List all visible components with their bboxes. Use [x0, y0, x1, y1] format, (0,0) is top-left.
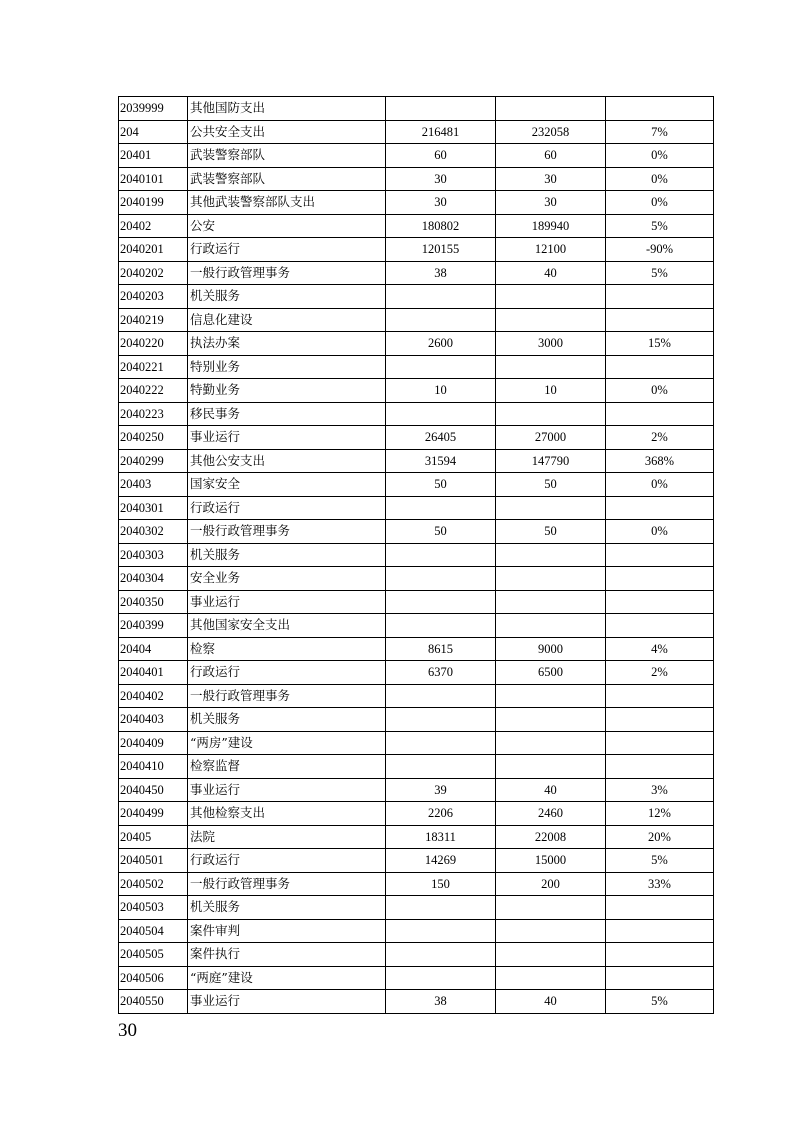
subject-code-cell: 2040505 [119, 943, 188, 967]
table-row [119, 849, 714, 873]
subject-name-cell: 机关服务 [188, 543, 386, 567]
subject-code-cell: 2040504 [119, 919, 188, 943]
table-row [119, 191, 714, 215]
value-cell-2: 200 [496, 872, 606, 896]
subject-code-cell: 2040402 [119, 684, 188, 708]
change-rate-cell: 2% [606, 661, 714, 685]
table-row [119, 896, 714, 920]
value-cell-1: 180802 [386, 214, 496, 238]
table-row [119, 167, 714, 191]
table-row [119, 684, 714, 708]
table-row [119, 120, 714, 144]
value-cell-2 [496, 919, 606, 943]
subject-code-cell: 2040203 [119, 285, 188, 309]
subject-code-cell: 2040303 [119, 543, 188, 567]
value-cell-1: 26405 [386, 426, 496, 450]
table-row [119, 919, 714, 943]
subject-name-cell: “两庭”建设 [188, 966, 386, 990]
value-cell-1 [386, 355, 496, 379]
value-cell-2: 50 [496, 520, 606, 544]
change-rate-cell [606, 684, 714, 708]
table-row [119, 825, 714, 849]
subject-code-cell: 2040350 [119, 590, 188, 614]
change-rate-cell: 12% [606, 802, 714, 826]
change-rate-cell [606, 966, 714, 990]
value-cell-1 [386, 684, 496, 708]
change-rate-cell [606, 708, 714, 732]
value-cell-1: 60 [386, 144, 496, 168]
table-row [119, 285, 714, 309]
subject-code-cell: 204 [119, 120, 188, 144]
table-row [119, 449, 714, 473]
table-row [119, 590, 714, 614]
value-cell-2: 12100 [496, 238, 606, 262]
table-row [119, 872, 714, 896]
table-row [119, 755, 714, 779]
subject-name-cell: 执法办案 [188, 332, 386, 356]
value-cell-2: 40 [496, 261, 606, 285]
value-cell-1 [386, 919, 496, 943]
subject-code-cell: 20405 [119, 825, 188, 849]
subject-name-cell: 机关服务 [188, 896, 386, 920]
change-rate-cell: 0% [606, 144, 714, 168]
budget-table-body [119, 97, 714, 1014]
change-rate-cell: 0% [606, 473, 714, 497]
value-cell-2 [496, 614, 606, 638]
subject-code-cell: 2040409 [119, 731, 188, 755]
table-row [119, 261, 714, 285]
value-cell-2 [496, 496, 606, 520]
subject-code-cell: 2040199 [119, 191, 188, 215]
change-rate-cell [606, 567, 714, 591]
subject-name-cell: 检察 [188, 637, 386, 661]
value-cell-2 [496, 543, 606, 567]
subject-code-cell: 2040302 [119, 520, 188, 544]
value-cell-1 [386, 543, 496, 567]
value-cell-1: 30 [386, 167, 496, 191]
value-cell-1 [386, 708, 496, 732]
subject-name-cell: 行政运行 [188, 238, 386, 262]
subject-code-cell: 2040219 [119, 308, 188, 332]
subject-name-cell: 事业运行 [188, 590, 386, 614]
value-cell-1: 50 [386, 473, 496, 497]
subject-code-cell: 2040201 [119, 238, 188, 262]
table-row [119, 708, 714, 732]
change-rate-cell [606, 919, 714, 943]
subject-name-cell: 武装警察部队 [188, 144, 386, 168]
subject-name-cell: 法院 [188, 825, 386, 849]
value-cell-1: 216481 [386, 120, 496, 144]
value-cell-1: 31594 [386, 449, 496, 473]
table-row [119, 731, 714, 755]
subject-name-cell: 检察监督 [188, 755, 386, 779]
value-cell-2: 30 [496, 167, 606, 191]
change-rate-cell: 4% [606, 637, 714, 661]
change-rate-cell: 33% [606, 872, 714, 896]
subject-code-cell: 2040220 [119, 332, 188, 356]
table-row [119, 144, 714, 168]
subject-code-cell: 2040250 [119, 426, 188, 450]
value-cell-1 [386, 943, 496, 967]
value-cell-2: 40 [496, 990, 606, 1014]
table-row [119, 778, 714, 802]
subject-code-cell: 2040401 [119, 661, 188, 685]
subject-name-cell: 事业运行 [188, 990, 386, 1014]
value-cell-2 [496, 684, 606, 708]
subject-name-cell: 一般行政管理事务 [188, 684, 386, 708]
change-rate-cell: 7% [606, 120, 714, 144]
value-cell-2: 147790 [496, 449, 606, 473]
change-rate-cell: 5% [606, 990, 714, 1014]
value-cell-2: 3000 [496, 332, 606, 356]
change-rate-cell: 0% [606, 191, 714, 215]
table-row [119, 543, 714, 567]
table-row [119, 355, 714, 379]
subject-code-cell: 2040202 [119, 261, 188, 285]
subject-name-cell: 公安 [188, 214, 386, 238]
value-cell-2: 40 [496, 778, 606, 802]
subject-code-cell: 20403 [119, 473, 188, 497]
subject-code-cell: 2040410 [119, 755, 188, 779]
subject-name-cell: 一般行政管理事务 [188, 520, 386, 544]
change-rate-cell [606, 896, 714, 920]
subject-name-cell: 一般行政管理事务 [188, 261, 386, 285]
subject-code-cell: 2040399 [119, 614, 188, 638]
change-rate-cell [606, 402, 714, 426]
value-cell-1: 6370 [386, 661, 496, 685]
value-cell-1 [386, 896, 496, 920]
value-cell-2 [496, 731, 606, 755]
value-cell-1 [386, 590, 496, 614]
value-cell-2: 22008 [496, 825, 606, 849]
subject-name-cell: 特勤业务 [188, 379, 386, 403]
subject-code-cell: 2040403 [119, 708, 188, 732]
table-row [119, 332, 714, 356]
change-rate-cell: 5% [606, 849, 714, 873]
value-cell-1 [386, 308, 496, 332]
subject-code-cell: 2040506 [119, 966, 188, 990]
value-cell-2 [496, 97, 606, 121]
value-cell-2 [496, 567, 606, 591]
value-cell-1 [386, 285, 496, 309]
table-row [119, 802, 714, 826]
table-row [119, 496, 714, 520]
value-cell-2: 9000 [496, 637, 606, 661]
value-cell-2 [496, 590, 606, 614]
change-rate-cell [606, 97, 714, 121]
value-cell-1 [386, 97, 496, 121]
value-cell-1 [386, 496, 496, 520]
table-row [119, 97, 714, 121]
value-cell-2: 10 [496, 379, 606, 403]
change-rate-cell: 15% [606, 332, 714, 356]
value-cell-1: 2206 [386, 802, 496, 826]
subject-name-cell: 其他武装警察部队支出 [188, 191, 386, 215]
table-row [119, 402, 714, 426]
subject-code-cell: 2040502 [119, 872, 188, 896]
table-row [119, 637, 714, 661]
change-rate-cell: 5% [606, 214, 714, 238]
budget-table [118, 96, 714, 1014]
change-rate-cell [606, 496, 714, 520]
subject-name-cell: 国家安全 [188, 473, 386, 497]
subject-name-cell: 特别业务 [188, 355, 386, 379]
value-cell-2: 232058 [496, 120, 606, 144]
value-cell-1 [386, 567, 496, 591]
table-row [119, 661, 714, 685]
value-cell-1 [386, 402, 496, 426]
table-row [119, 567, 714, 591]
change-rate-cell [606, 943, 714, 967]
subject-name-cell: 其他公安支出 [188, 449, 386, 473]
change-rate-cell: 0% [606, 167, 714, 191]
table-row [119, 426, 714, 450]
subject-name-cell: 其他国防支出 [188, 97, 386, 121]
subject-name-cell: 武装警察部队 [188, 167, 386, 191]
change-rate-cell [606, 614, 714, 638]
change-rate-cell [606, 755, 714, 779]
value-cell-2 [496, 708, 606, 732]
subject-code-cell: 2040221 [119, 355, 188, 379]
value-cell-2: 30 [496, 191, 606, 215]
change-rate-cell [606, 543, 714, 567]
value-cell-2: 15000 [496, 849, 606, 873]
subject-name-cell: 案件审判 [188, 919, 386, 943]
subject-name-cell: 行政运行 [188, 496, 386, 520]
value-cell-2 [496, 943, 606, 967]
value-cell-2 [496, 896, 606, 920]
subject-name-cell: 公共安全支出 [188, 120, 386, 144]
value-cell-2 [496, 402, 606, 426]
subject-name-cell: 其他国家安全支出 [188, 614, 386, 638]
change-rate-cell: 20% [606, 825, 714, 849]
subject-code-cell: 2040501 [119, 849, 188, 873]
subject-name-cell: 事业运行 [188, 778, 386, 802]
value-cell-1 [386, 614, 496, 638]
subject-name-cell: 事业运行 [188, 426, 386, 450]
subject-name-cell: 安全业务 [188, 567, 386, 591]
change-rate-cell: 368% [606, 449, 714, 473]
table-row [119, 520, 714, 544]
subject-name-cell: 机关服务 [188, 708, 386, 732]
table-row [119, 214, 714, 238]
value-cell-2: 2460 [496, 802, 606, 826]
change-rate-cell: 5% [606, 261, 714, 285]
table-row [119, 990, 714, 1014]
change-rate-cell [606, 308, 714, 332]
change-rate-cell [606, 731, 714, 755]
value-cell-2 [496, 355, 606, 379]
subject-name-cell: 行政运行 [188, 661, 386, 685]
value-cell-2: 50 [496, 473, 606, 497]
subject-name-cell: 信息化建设 [188, 308, 386, 332]
value-cell-2: 60 [496, 144, 606, 168]
subject-code-cell: 2040550 [119, 990, 188, 1014]
change-rate-cell: 0% [606, 520, 714, 544]
value-cell-1: 39 [386, 778, 496, 802]
value-cell-1: 50 [386, 520, 496, 544]
subject-code-cell: 2040101 [119, 167, 188, 191]
subject-code-cell: 2040499 [119, 802, 188, 826]
value-cell-1: 38 [386, 990, 496, 1014]
value-cell-1 [386, 966, 496, 990]
table-row [119, 966, 714, 990]
subject-code-cell: 2040301 [119, 496, 188, 520]
change-rate-cell: 0% [606, 379, 714, 403]
change-rate-cell [606, 590, 714, 614]
subject-name-cell: 案件执行 [188, 943, 386, 967]
subject-name-cell: “两房”建设 [188, 731, 386, 755]
table-row [119, 473, 714, 497]
value-cell-2 [496, 755, 606, 779]
value-cell-2: 189940 [496, 214, 606, 238]
subject-code-cell: 2040503 [119, 896, 188, 920]
subject-code-cell: 20401 [119, 144, 188, 168]
value-cell-2: 27000 [496, 426, 606, 450]
value-cell-1: 120155 [386, 238, 496, 262]
value-cell-1: 18311 [386, 825, 496, 849]
subject-code-cell: 2039999 [119, 97, 188, 121]
value-cell-1: 30 [386, 191, 496, 215]
subject-name-cell: 行政运行 [188, 849, 386, 873]
subject-name-cell: 机关服务 [188, 285, 386, 309]
subject-code-cell: 2040299 [119, 449, 188, 473]
table-row [119, 238, 714, 262]
subject-code-cell: 2040450 [119, 778, 188, 802]
value-cell-2 [496, 285, 606, 309]
subject-code-cell: 2040222 [119, 379, 188, 403]
change-rate-cell [606, 285, 714, 309]
value-cell-1: 8615 [386, 637, 496, 661]
subject-name-cell: 移民事务 [188, 402, 386, 426]
subject-code-cell: 2040304 [119, 567, 188, 591]
table-row [119, 614, 714, 638]
table-row [119, 308, 714, 332]
value-cell-2 [496, 308, 606, 332]
value-cell-1: 38 [386, 261, 496, 285]
change-rate-cell: 2% [606, 426, 714, 450]
subject-name-cell: 一般行政管理事务 [188, 872, 386, 896]
subject-name-cell: 其他检察支出 [188, 802, 386, 826]
change-rate-cell [606, 355, 714, 379]
change-rate-cell: -90% [606, 238, 714, 262]
subject-code-cell: 20402 [119, 214, 188, 238]
value-cell-1 [386, 755, 496, 779]
value-cell-1: 10 [386, 379, 496, 403]
value-cell-2 [496, 966, 606, 990]
subject-code-cell: 2040223 [119, 402, 188, 426]
value-cell-2: 6500 [496, 661, 606, 685]
subject-code-cell: 20404 [119, 637, 188, 661]
value-cell-1: 2600 [386, 332, 496, 356]
table-row [119, 379, 714, 403]
page-number: 30 [118, 1020, 137, 1041]
value-cell-1: 14269 [386, 849, 496, 873]
value-cell-1: 150 [386, 872, 496, 896]
table-row [119, 943, 714, 967]
change-rate-cell: 3% [606, 778, 714, 802]
value-cell-1 [386, 731, 496, 755]
